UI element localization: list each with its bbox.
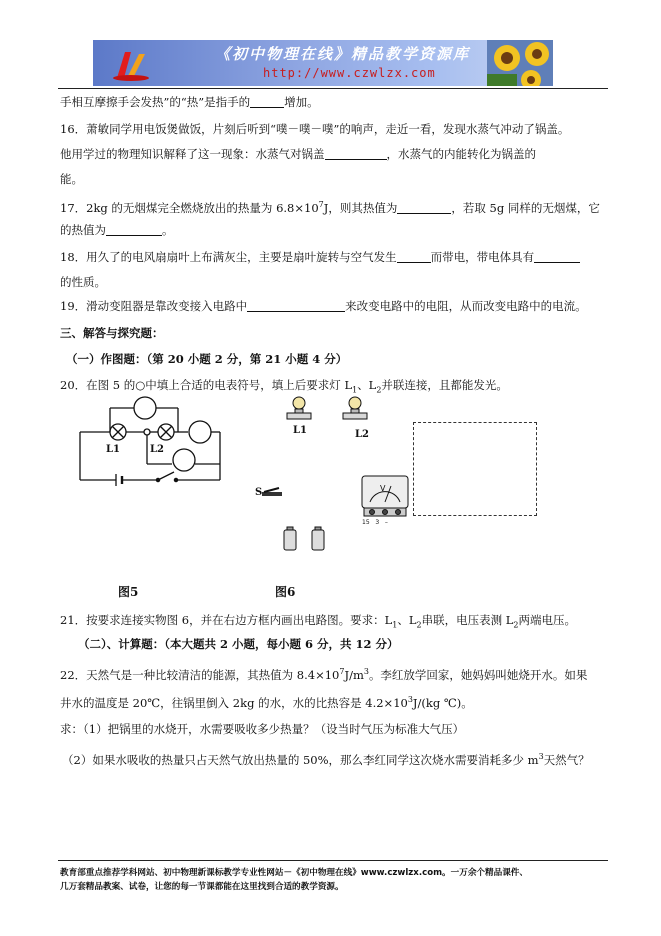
answer-blank[interactable] (534, 250, 580, 263)
lamp-l2-icon[interactable] (340, 394, 370, 422)
question-21: 21．按要求连接实物图 6，并在右边方框内画出电路图。要求：$L_1$、$L_2$串联，电压表测 $L_2$两端电压。 (60, 613, 576, 630)
site-logo-icon (111, 48, 151, 82)
switch-icon[interactable] (262, 487, 282, 497)
voltmeter-terminal-labels: 15 3 – (362, 519, 388, 526)
answer-blank[interactable] (397, 201, 451, 214)
question-16-line2: 他用学过的物理知识解释了这一现象：水蒸气对锅盖 ，水蒸气的内能转化为锅盖的 (60, 147, 536, 161)
answer-blank[interactable] (397, 250, 431, 263)
lamp-l1-icon[interactable] (284, 394, 314, 422)
figure-6-caption: 图6 (275, 585, 296, 599)
fig5-label-l2: L2 (150, 444, 164, 455)
footer-rule (58, 860, 608, 861)
header-rule (58, 88, 608, 89)
question-22-part1: 求：（1）把锅里的水烧开，水需要吸收多少热量？（设当时气压为标准大气压） (60, 722, 465, 736)
answer-blank[interactable] (106, 223, 162, 236)
page-footer (60, 866, 528, 894)
footer-line-1: 教育部重点推荐学科网站、初中物理新课标教学专业性网站－《初中物理在线》www.czwlzx.com。一万余个精品课件、 (60, 868, 528, 878)
question-17: 17．2kg 的无烟煤完全燃烧放出的热量为 $6.8\times 10^7J$，则其热值为 ，若取 5g 同样的无烟煤，它 (60, 200, 600, 215)
question-22: 22．天然气是一种比较清洁的能源，其热值为 $8.4\times 10^7J/m^3$。李红放学回家，她妈妈叫她烧开水。如果 (60, 667, 588, 682)
question-19: 19．滑动变阻器是靠改变接入电路中 来改变电路中的电阻，从而改变电路中的电流。 (60, 299, 587, 313)
header-banner (93, 40, 553, 86)
question-22-line2: 井水的温度是 20℃，往锅里倒入 2kg 的水，水的比热容是 $4.2\times 10^3J/(kg$ ℃)。 (60, 695, 473, 710)
banner-title: 《初中物理在线》精品教学资源库 (215, 45, 471, 63)
fig6-label-l2: L2 (355, 429, 369, 440)
meter-slot-bottom-icon[interactable] (173, 449, 195, 471)
voltmeter-icon[interactable] (360, 468, 410, 518)
question-16: 16．萧敏同学用电饭煲做饭，片刻后听到“噗－噗－噗”的响声，走近一看，发现水蒸气冲动了锅盖。 (60, 122, 570, 136)
meter-slot-top-icon[interactable] (134, 397, 156, 419)
question-18: 18．用久了的电风扇扇叶上布满灰尘，主要是扇叶旋转与空气发生 而带电，带电体具有 (60, 249, 580, 265)
subsection-drawing-heading: （一）作图题：（第 20 小题 2 分，第 21 小题 4 分） (66, 352, 348, 366)
voltmeter-dial-label: V (380, 484, 386, 493)
question-18-line2: 的性质。 (60, 275, 106, 289)
fig5-label-l1: L1 (106, 444, 120, 455)
question-20: 20．在图 5 的○中填上合适的电表符号，填上后要求灯 $L_1$、$L_2$并联连接，且都能发光。 (60, 378, 508, 395)
battery-icon[interactable] (282, 526, 328, 552)
banner-url: http://www.czwlzx.com (263, 66, 436, 80)
sunflower-icon (487, 40, 553, 86)
circuit-drawing-box[interactable] (413, 422, 537, 516)
answer-blank[interactable] (247, 299, 345, 312)
question-16-line3: 能。 (60, 172, 83, 186)
figure-5-caption: 图5 (118, 585, 139, 599)
section-3-heading: 三、解答与探究题： (60, 326, 164, 340)
footer-line-2: 几万套精品教案、试卷，让您的每一节课都能在这里找到合适的教学资源。 (60, 882, 344, 892)
meter-slot-right-icon[interactable] (189, 421, 211, 443)
fig6-label-l1: L1 (293, 425, 307, 436)
line-continuation: 手相互摩擦手会发热”的“热”是指手的 增加。 (60, 95, 319, 109)
question-22-part2: （2）如果水吸收的热量只占天然气放出热量的 50%，那么李红同学这次烧水需要消耗多少 $m^3$天然气？ (62, 752, 590, 767)
fig6-label-switch: S (255, 487, 263, 498)
answer-blank[interactable] (325, 147, 387, 160)
subsection-calc-heading: （二）、计算题：（本大题共 2 小题，每小题 6 分，共 12 分） (78, 637, 399, 651)
question-17-line2: 的热值为 。 (60, 223, 174, 237)
answer-blank[interactable] (250, 95, 284, 108)
